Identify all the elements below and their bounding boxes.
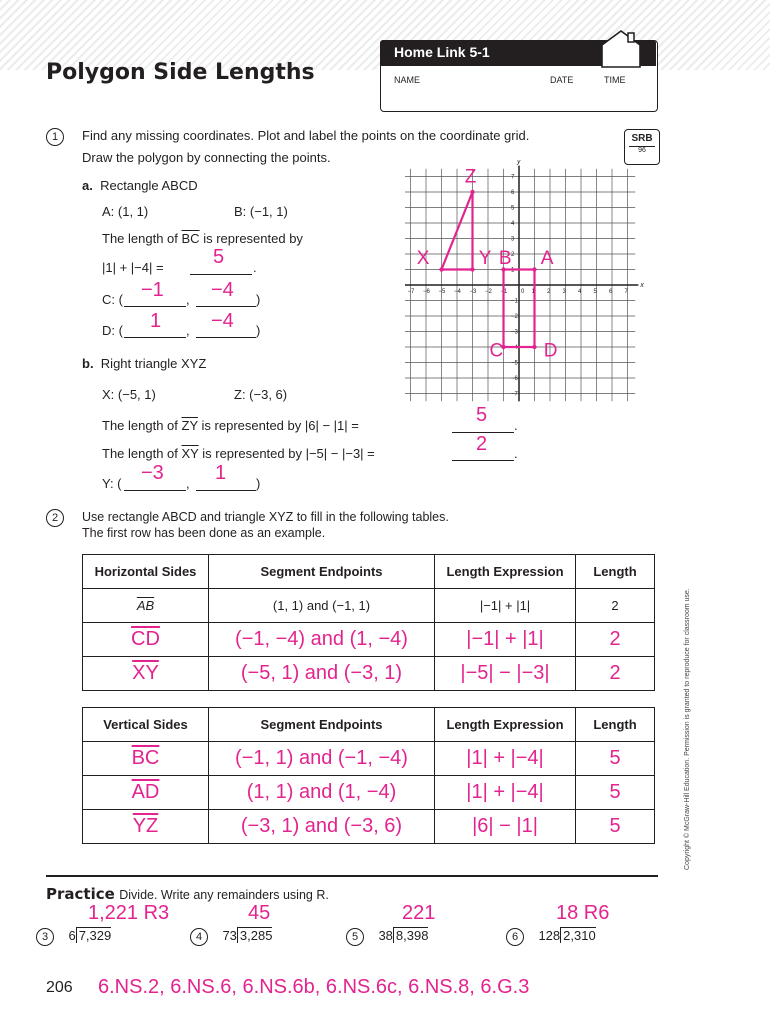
- d-y-answer: −4: [211, 310, 234, 332]
- c-y-answer: −4: [211, 279, 234, 301]
- side-cell[interactable]: $\overline{YZ}$: [83, 810, 209, 844]
- length-cell[interactable]: 2: [576, 623, 655, 657]
- practice-instruction: Divide. Write any remainders using R.: [119, 888, 329, 902]
- table-row: [83, 589, 655, 623]
- bc-expression: |1| + |−4| =: [102, 260, 164, 275]
- endpoints-cell[interactable]: (−5, 1) and (−3, 1): [209, 657, 435, 691]
- part-b-text: Right triangle XYZ: [100, 356, 207, 371]
- y-tick-label: 4: [511, 221, 515, 227]
- y-tick-label: 3: [511, 236, 515, 243]
- d-x-answer: 1: [150, 310, 162, 332]
- divisor-4: 73: [222, 928, 237, 943]
- plotted-point: [470, 267, 474, 271]
- xy-length-pre: The length of: [102, 446, 178, 461]
- x-tick-label: 0: [521, 289, 525, 295]
- divisor-3: 6: [68, 928, 76, 943]
- zy-length-sentence: [102, 418, 359, 433]
- coordinate-grid: [405, 160, 657, 410]
- practice-problem-5: [346, 927, 428, 946]
- header-length-expression: Length Expression: [435, 708, 576, 742]
- srb-label: SRB: [631, 133, 653, 144]
- y-axis-label: y: [517, 160, 521, 166]
- length-cell[interactable]: 5: [576, 742, 655, 776]
- table-row[interactable]: [83, 623, 655, 657]
- x-tick-label: 6: [609, 289, 613, 295]
- header-segment-endpoints: Segment Endpoints: [209, 555, 435, 589]
- header-vertical-sides: Vertical Sides: [83, 708, 209, 742]
- side-cell: $\overline{AB}$: [83, 589, 209, 623]
- x-tick-label: −5: [438, 289, 446, 295]
- zy-segment: $\overline{ZY}$: [181, 418, 198, 433]
- point-a: A: (1, 1): [102, 204, 149, 219]
- problem-number-4: 4: [190, 928, 208, 946]
- table-row[interactable]: [83, 810, 655, 844]
- y-tick-label: 6: [511, 190, 515, 196]
- divisor-6: 128: [538, 928, 561, 943]
- endpoints-cell[interactable]: (1, 1) and (1, −4): [209, 776, 435, 810]
- point-label-y: Y: [478, 248, 492, 270]
- x-tick-label: 1: [531, 289, 535, 295]
- side-cell[interactable]: $\overline{AD}$: [83, 776, 209, 810]
- endpoints-cell[interactable]: (−1, −4) and (1, −4): [209, 623, 435, 657]
- point-label-z: Z: [464, 166, 477, 188]
- time-label: TIME: [604, 75, 626, 85]
- table-header-row: [83, 708, 655, 742]
- point-label-a: A: [540, 248, 554, 270]
- page-title: Polygon Side Lengths: [46, 60, 315, 85]
- y-y-answer: 1: [215, 462, 227, 484]
- y-tick-label: 7: [511, 174, 515, 181]
- c-close: ): [256, 292, 261, 307]
- y-tick-label: −7: [511, 391, 518, 398]
- table-row[interactable]: [83, 776, 655, 810]
- header-length: Length: [576, 708, 655, 742]
- plotted-point: [439, 267, 443, 271]
- bc-length-pre: The length of: [102, 231, 178, 246]
- point-label-b: B: [498, 248, 512, 270]
- x-tick-label: −6: [423, 289, 430, 295]
- y-tick-label: −6: [511, 376, 518, 382]
- expression-cell[interactable]: |−5| − |−3|: [435, 657, 576, 691]
- q2-instruction-1: Use rectangle ABCD and triangle XYZ to fill in the following tables.: [82, 510, 449, 524]
- xy-length-sentence: [102, 446, 375, 461]
- answer-5: 221: [402, 902, 436, 924]
- bc-period: .: [253, 260, 257, 275]
- expression-cell: |−1| + |1|: [435, 589, 576, 623]
- xy-answer: 2: [476, 433, 488, 455]
- side-cell[interactable]: $\overline{CD}$: [83, 623, 209, 657]
- home-link-label: Home Link 5-1: [394, 44, 490, 60]
- question-number-1: 1: [46, 128, 64, 146]
- xy-segment: $\overline{XY}$: [181, 446, 199, 461]
- endpoints-cell[interactable]: (−3, 1) and (−3, 6): [209, 810, 435, 844]
- x-tick-label: −7: [407, 289, 415, 295]
- side-cell[interactable]: $\overline{BC}$: [83, 742, 209, 776]
- house-icon: [598, 27, 644, 69]
- point-c-label: C: (: [102, 292, 123, 307]
- bc-segment: $\overline{BC}$: [181, 231, 200, 246]
- page-number: 206: [46, 979, 73, 996]
- expression-cell[interactable]: |1| + |−4|: [435, 776, 576, 810]
- x-tick-label: −2: [485, 289, 492, 295]
- question-number-2: 2: [46, 509, 64, 527]
- header-horizontal-sides: Horizontal Sides: [83, 555, 209, 589]
- length-cell: 2: [576, 589, 655, 623]
- dividend-6: 2,310: [560, 927, 596, 943]
- practice-problem-4: [190, 927, 272, 946]
- dividend-3: 7,329: [76, 927, 112, 943]
- part-a-text: Rectangle ABCD: [100, 178, 198, 193]
- x-tick-label: −1: [500, 289, 508, 295]
- point-x: X: (−5, 1): [102, 387, 156, 402]
- answer-4: 45: [248, 902, 271, 924]
- srb-page: 96: [629, 146, 655, 154]
- practice-problem-3: [36, 927, 111, 946]
- x-tick-label: 7: [624, 289, 628, 295]
- standards-note: 6.NS.2, 6.NS.6, 6.NS.6b, 6.NS.6c, 6.NS.8, 6.G.3: [98, 976, 530, 998]
- date-label: DATE: [550, 75, 574, 85]
- x-tick-label: 4: [578, 289, 582, 295]
- zy-length-post: is represented by |6| − |1| =: [201, 418, 359, 433]
- length-cell[interactable]: 2: [576, 657, 655, 691]
- x-tick-label: −4: [454, 289, 461, 295]
- bc-length-post: is represented by: [203, 231, 303, 246]
- answer-6: 18 R6: [556, 902, 610, 924]
- c-comma: ,: [186, 292, 190, 307]
- y-x-answer: −3: [141, 462, 164, 484]
- x-tick-label: 3: [562, 289, 566, 295]
- point-b: B: (−1, 1): [234, 204, 288, 219]
- point-label-c: C: [489, 340, 504, 362]
- d-comma: ,: [186, 323, 190, 338]
- y-comma: ,: [186, 476, 190, 491]
- vertical-sides-table: [82, 707, 655, 844]
- horizontal-sides-table: [82, 554, 655, 691]
- length-cell[interactable]: 5: [576, 776, 655, 810]
- q1-instruction-1: Find any missing coordinates. Plot and label the points on the coordinate grid.: [82, 128, 530, 143]
- divisor-5: 38: [378, 928, 393, 943]
- point-y-label: Y: (: [102, 476, 122, 491]
- name-label: NAME: [394, 75, 421, 85]
- c-x-answer: −1: [141, 279, 164, 301]
- table-row[interactable]: [83, 742, 655, 776]
- table-row[interactable]: [83, 657, 655, 691]
- y-tick-label: −3: [511, 329, 518, 336]
- q1-instruction-2: Draw the polygon by connecting the points.: [82, 150, 331, 165]
- bc-answer: 5: [213, 246, 225, 268]
- side-cell[interactable]: $\overline{XY}$: [83, 657, 209, 691]
- point-label-x: X: [416, 248, 430, 270]
- expression-cell[interactable]: |1| + |−4|: [435, 742, 576, 776]
- xy-length-post: is represented by |−5| − |−3| =: [202, 446, 375, 461]
- zy-length-pre: The length of: [102, 418, 178, 433]
- endpoints-cell[interactable]: (−1, 1) and (−1, −4): [209, 742, 435, 776]
- length-cell[interactable]: 5: [576, 810, 655, 844]
- expression-cell[interactable]: |−1| + |1|: [435, 623, 576, 657]
- y-tick-label: −2: [511, 314, 518, 320]
- problem-number-3: 3: [36, 928, 54, 946]
- x-tick-label: 2: [547, 289, 551, 295]
- plotted-point: [470, 190, 474, 194]
- part-a-label: a.: [82, 178, 93, 193]
- expression-cell[interactable]: |6| − |1|: [435, 810, 576, 844]
- copyright-notice: Copyright © McGraw-Hill Education. Permission is granted to reproduce for classroom use.: [684, 588, 691, 870]
- zy-answer: 5: [476, 404, 488, 426]
- endpoints-cell: (1, 1) and (−1, 1): [209, 589, 435, 623]
- header-length: Length: [576, 555, 655, 589]
- part-b-title: [82, 356, 206, 371]
- x-axis-label: x: [640, 282, 644, 289]
- point-z: Z: (−3, 6): [234, 387, 288, 402]
- y-close: ): [256, 476, 261, 491]
- point-d-label: D: (: [102, 323, 123, 338]
- x-tick-label: 5: [593, 289, 597, 295]
- dividend-4: 3,285: [237, 927, 273, 943]
- y-tick-label: 1: [511, 267, 515, 274]
- practice-label: Practice: [46, 885, 115, 903]
- part-a-title: [82, 178, 198, 193]
- y-tick-label: 5: [511, 205, 515, 212]
- q2-instruction-2: The first row has been done as an example.: [82, 526, 326, 540]
- bc-length-sentence: [102, 231, 303, 246]
- problem-number-6: 6: [506, 928, 524, 946]
- part-b-label: b.: [82, 356, 94, 371]
- problem-number-5: 5: [346, 928, 364, 946]
- zy-period: .: [514, 418, 518, 433]
- y-tick-label: −4: [511, 345, 518, 351]
- y-tick-label: 2: [511, 252, 515, 258]
- point-label-d: D: [543, 340, 558, 362]
- y-tick-label: −1: [511, 298, 518, 305]
- header-length-expression: Length Expression: [435, 555, 576, 589]
- y-tick-label: −5: [511, 360, 518, 367]
- d-close: ): [256, 323, 261, 338]
- x-tick-label: −3: [469, 289, 477, 295]
- xy-period: .: [514, 446, 518, 461]
- answer-3: 1,221 R3: [88, 902, 170, 924]
- practice-problem-6: [506, 927, 596, 946]
- plotted-point: [532, 267, 536, 271]
- practice-divider: [46, 875, 658, 877]
- header-segment-endpoints: Segment Endpoints: [209, 708, 435, 742]
- table-header-row: [83, 555, 655, 589]
- plotted-point: [532, 345, 536, 349]
- dividend-5: 8,398: [393, 927, 429, 943]
